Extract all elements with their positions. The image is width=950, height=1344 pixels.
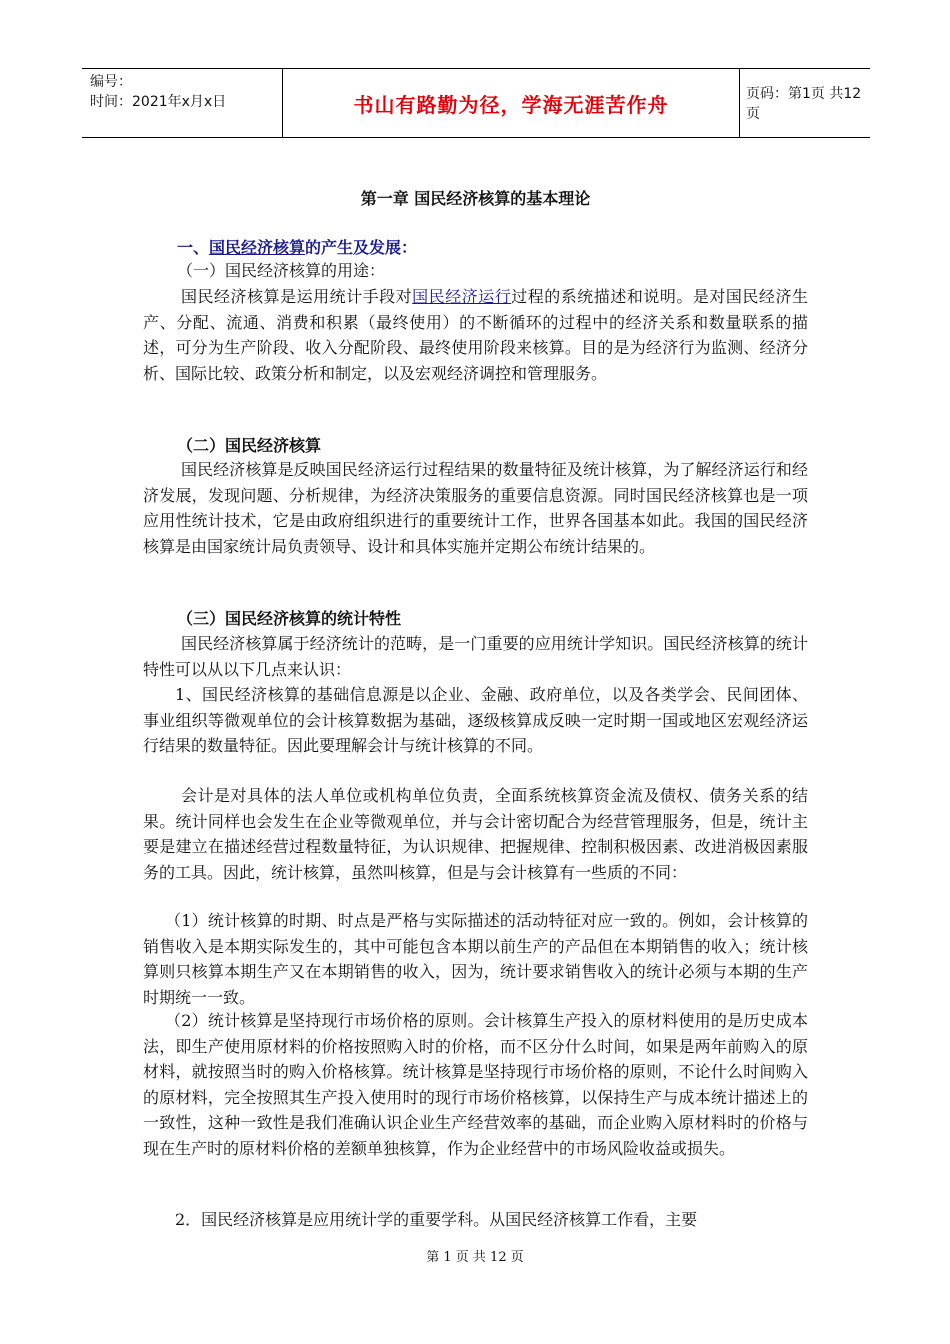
- subsection-title-1: （一）国民经济核算的用途：: [177, 261, 386, 280]
- paragraph-7: （2）统计核算是坚持现行市场价格的原则。会计核算生产投入的原材料使用的是历史成本法，即生产使用原材料的价格按照购入时的价格，而不区分什么时间，如果是两年前购入的原材料，就按照当时的购入价格核算。统计核算是坚持现行市场价格的原则，不论什么时间购入的原材料，完全按照其生产投入使用时的现行市场价格核算，以保持生产与成本统计描述上的一致性，这种一致性是我们准确认识企业生产经营效率的基础，而企业购入原材料时的价格与现在生产时的原材料价格的差额单独核算，作为企业经营中的市场风险收益或损失。: [143, 1011, 808, 1158]
- section-link[interactable]: 国民经济核算: [209, 238, 306, 257]
- date-label: 时间：2021年x月x日: [90, 94, 227, 110]
- header-motto: 书山有路勤为径，学海无涯苦作舟: [282, 69, 740, 137]
- header-page-info: 页码：第1页 共12页: [746, 86, 862, 122]
- section-prefix: 一、: [177, 238, 210, 257]
- paragraph-1-link[interactable]: 国民经济运行: [412, 287, 512, 306]
- paragraph-5: 会计是对具体的法人单位或机构单位负责，全面系统核算资金流及债权、债务关系的结果。统计同样也会发生在企业等微观单位，并与会计密切配合为经营管理服务，但是，统计主要是建立在描述经营过程数量特征，为认识规律、把握规律、控制积极因素、改进消极因素服务的工具。因此，统计核算，虽然叫核算，但是与会计核算有一些质的不同：: [143, 786, 808, 882]
- chapter-title: 第一章 国民经济核算的基本理论: [360, 189, 591, 208]
- paragraph-2: 国民经济核算是反映国民经济运行过程结果的数量特征及统计核算，为了解经济运行和经济发展，发现问题、分析规律，为经济决策服务的重要信息资源。同时国民经济核算也是一项应用性统计技术，它是由政府组织进行的重要统计工作，世界各国基本如此。我国的国民经济核算是由国家统计局负责领导、设计和具体实施并定期公布统计结果的。: [143, 460, 808, 556]
- page-footer: 第 1 页 共 12 页: [426, 1250, 524, 1265]
- section-heading-1: [177, 235, 417, 258]
- page-header: [82, 68, 870, 138]
- paragraph-4: 1、国民经济核算的基础信息源是以企业、金融、政府单位，以及各类学会、民间团体、事业组织等微观单位的会计核算数据为基础，逐级核算成反映一定时期一国或地区宏观经济运行结果的数量特征。因此要理解会计与统计核算的不同。: [143, 685, 808, 755]
- paragraph-1-rest: 过程的系统描述和说明。是对国民经济生产、分配、流通、消费和积累（最终使用）的不断循环的过程中的经济关系和数量联系的描述，可分为生产阶段、收入分配阶段、最终使用阶段来核算。目的是为经济行为监测、经济分析、国际比较、政策分析和制定，以及宏观经济调控和管理服务。: [143, 287, 808, 383]
- subsection-title-3: （三）国民经济核算的统计特性: [177, 609, 402, 628]
- paragraph-1-start: 国民经济核算是运用统计手段对: [181, 287, 413, 306]
- subsection-title-2: （二）国民经济核算: [177, 436, 322, 455]
- paragraph-1: [143, 284, 808, 386]
- paragraph-6: （1）统计核算的时期、时点是严格与实际描述的活动特征对应一致的。例如，会计核算的销售收入是本期实际发生的，其中可能包含本期以前生产的产品但在本期销售的收入；统计核算则只核算本期生产又在本期销售的收入，因为，统计要求销售收入的统计必须与本期的生产时期统一一致。: [143, 911, 808, 1007]
- header-meta: [82, 69, 282, 137]
- paragraph-8: 2．国民经济核算是应用统计学的重要学科。从国民经济核算工作看，主要: [175, 1210, 698, 1229]
- paragraph-3: 国民经济核算属于经济统计的范畴，是一门重要的应用统计学知识。国民经济核算的统计特性可以从以下几点来认识：: [143, 634, 808, 679]
- number-label: 编号：: [90, 74, 132, 90]
- section-suffix: 的产生及发展：: [305, 238, 418, 257]
